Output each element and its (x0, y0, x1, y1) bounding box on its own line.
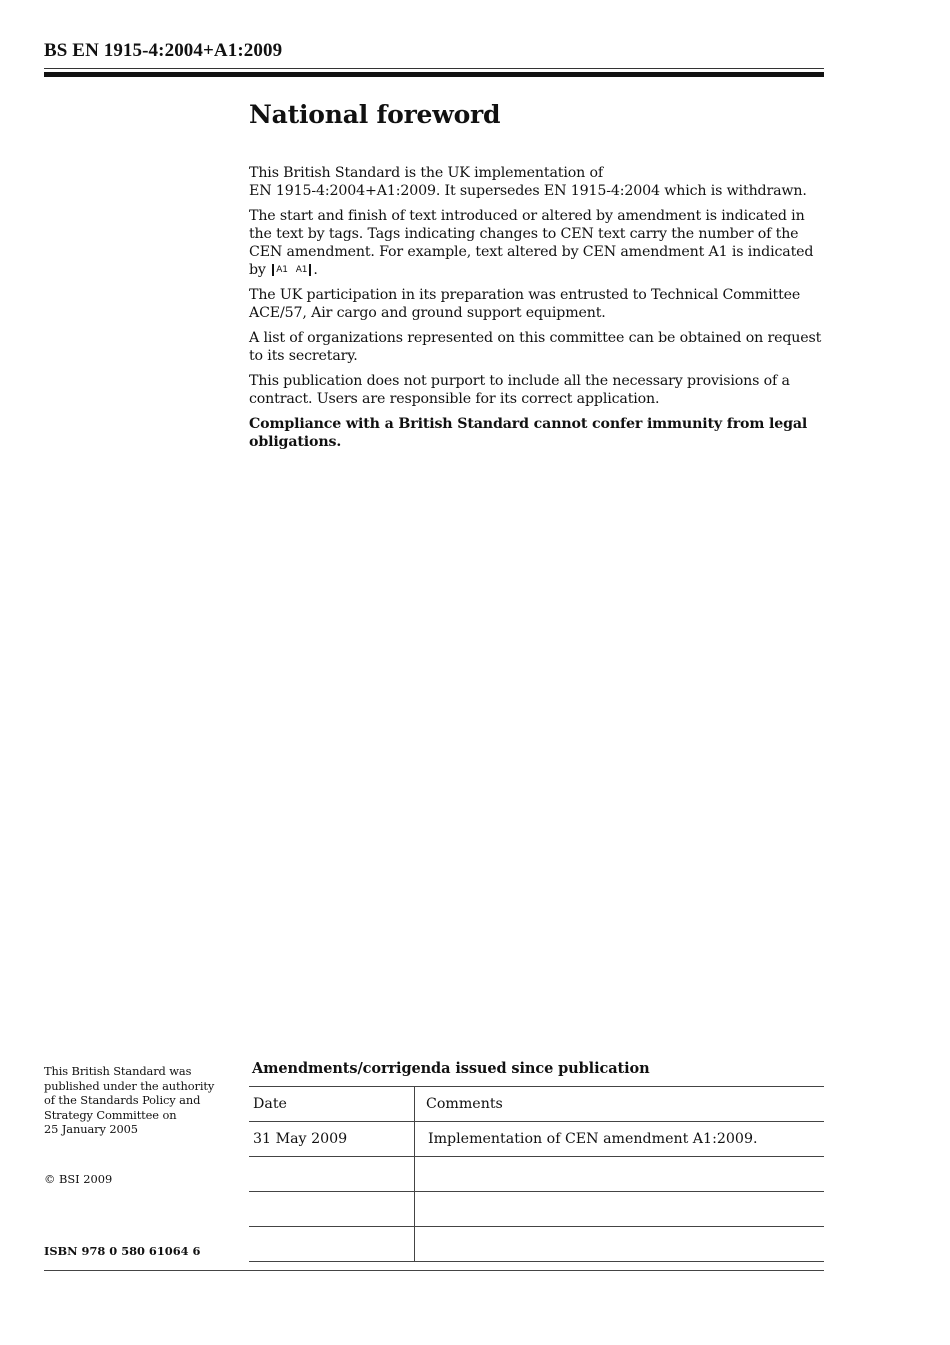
amendments-table (249, 1086, 824, 1262)
table-row (249, 1227, 824, 1262)
table-cell-date (249, 1227, 415, 1262)
table-cell-comments: Implementation of CEN amendment A1:2009. (415, 1122, 825, 1157)
imprint-line: Strategy Committee on (44, 1107, 177, 1122)
table-row (249, 1157, 824, 1192)
imprint-line: This British Standard was (44, 1064, 192, 1078)
foreword-p1-line1: This British Standard is the UK implementation of (249, 165, 603, 181)
foreword-paragraph-committee: The UK participation in its preparation was entrusted to Technical Committee ACE/57, Air cargo and ground support equipment. (249, 287, 801, 321)
foreword-p2-end: . (313, 262, 318, 278)
foreword-body (249, 164, 829, 458)
table-cell-date (249, 1157, 415, 1192)
foreword-paragraph-compliance: Compliance with a British Standard cannot confer immunity from legal obligations. (249, 416, 808, 450)
foreword-paragraph-contract: This publication does not purport to include all the necessary provisions of a contract. Users are responsible for its correct application. (249, 373, 790, 407)
table-cell-date (249, 1192, 415, 1227)
foreword-p2-text: The start and finish of text introduced or altered by amendment is indicated in the text by tags. Tags indicating changes to CEN text carry the number of the CEN amendment. For example, text altered by CEN amendment A1 is indicated by (249, 208, 814, 278)
table-header-row (249, 1087, 824, 1122)
imprint-line: published under the authority (44, 1078, 215, 1093)
imprint-line: of the Standards Policy and (44, 1093, 201, 1107)
footer-rule (44, 1270, 824, 1271)
foreword-paragraph-amendment-tags (249, 207, 829, 279)
publication-imprint (44, 1064, 234, 1137)
table-cell-date: 31 May 2009 (249, 1122, 415, 1157)
foreword-paragraph-organizations: A list of organizations represented on this committee can be obtained on request to its secretary. (249, 330, 822, 364)
column-header-date: Date (249, 1087, 415, 1122)
column-header-comments: Comments (415, 1087, 825, 1122)
table-cell-comments (415, 1227, 825, 1262)
isbn: ISBN 978 0 580 61064 6 (44, 1244, 201, 1258)
imprint-date: 25 January 2005 (44, 1122, 138, 1136)
amendment-close-tag-icon: A1 (294, 264, 312, 276)
table-row (249, 1192, 824, 1227)
foreword-paragraph-implementation (249, 164, 829, 200)
table-cell-comments (415, 1157, 825, 1192)
amendments-table-title: Amendments/corrigenda issued since publication (252, 1060, 650, 1077)
header-thin-rule (44, 68, 824, 69)
page-title: National foreword (249, 100, 501, 129)
amendment-open-tag-icon: A1 (272, 264, 290, 276)
foreword-p1-line2: EN 1915-4:2004+A1:2009. It supersedes EN 1915-4:2004 which is withdrawn. (249, 183, 807, 199)
header-thick-rule (44, 72, 824, 77)
table-cell-comments (415, 1192, 825, 1227)
copyright-notice: © BSI 2009 (44, 1172, 113, 1186)
table-row (249, 1122, 824, 1157)
standard-number: BS EN 1915-4:2004+A1:2009 (44, 40, 283, 61)
